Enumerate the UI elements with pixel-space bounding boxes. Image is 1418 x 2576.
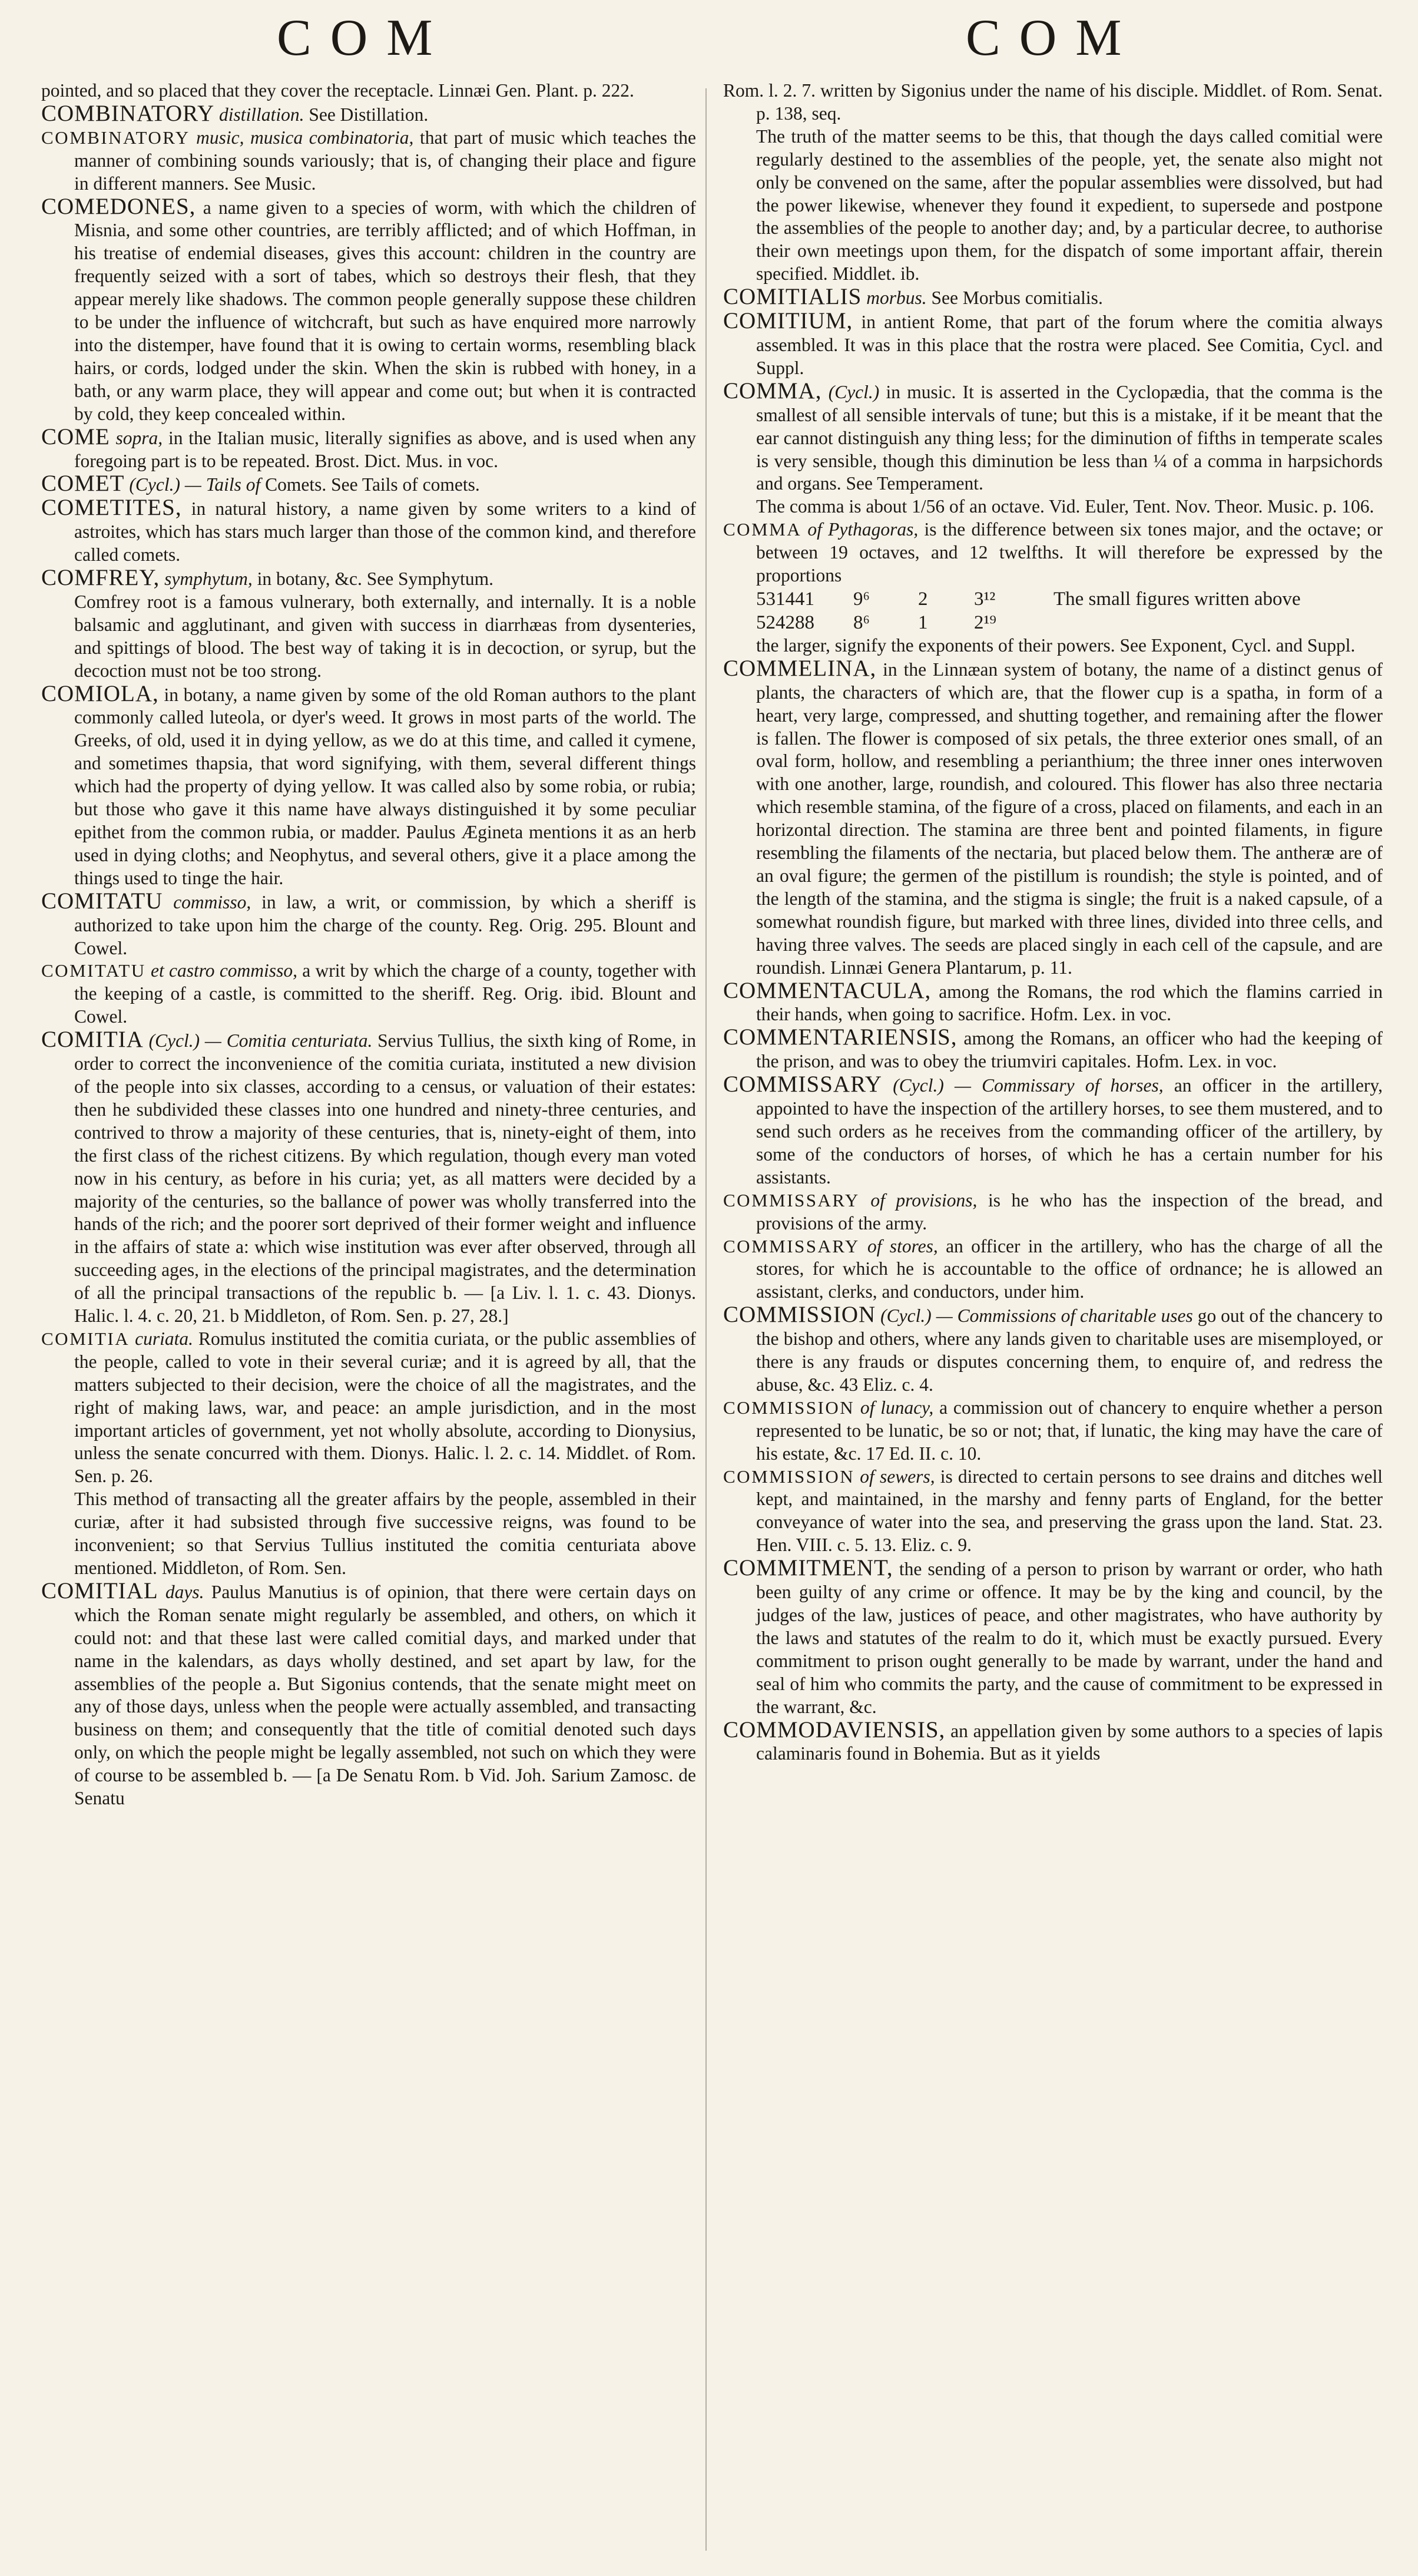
entry-headword: COMMISSION <box>723 1302 876 1328</box>
entry-text: in antient Rome, that part of the forum where the comitia always assembled. It was in this place that the rostra were placed. See Comitia, Cycl. and Suppl. <box>756 312 1383 378</box>
entry-text: See Morbus comitialis. <box>931 287 1103 309</box>
entry-text: among the Romans, the rod which the flamins carried in their hands, when going to sacrifice. Hofm. Lex. in voc. <box>756 981 1383 1025</box>
entry-text: is the difference between six tones major, and the octave; or between 19 octaves, and 12 twelfths. It will therefore be expressed by the proportions <box>756 519 1383 586</box>
entry-text: in botany, a name given by some of the old Roman authors to the plant commonly called luteola, or dyer's weed. It grows in most parts of the world. The Greeks, of old, used it in dying yellow, as we do at this time, and called it cymene, and sometimes thapsia, that word signifying, with them, several different things which had the property of dying yellow. It was called also by some robia, or rubia; but those who gave it this name have always distinguished it by some peculiar epithet from the common rubia, or madder. Paulus Ægineta mentions it as an herb used in dying cloths; and Neophytus, and several others, give it a place among the things used to tinge the hair. <box>74 684 696 888</box>
entry-text: that part of music which teaches the manner of combining sounds variously; that is, of changing their place and figure in different manners. See Music. <box>74 127 696 194</box>
figure-number: 524288 <box>756 611 814 633</box>
dictionary-entry <box>723 310 1383 380</box>
entry-text: a commission out of chancery to enquire whether a person represented to be lunatic, be so or not; that, if lunatic, the king may have the care of his estate, &c. 17 Ed. II. c. 10. <box>756 1397 1383 1464</box>
dictionary-entry <box>41 890 696 960</box>
column-divider <box>705 88 707 2551</box>
entry-text: is he who has the inspection of the bread, and provisions of the army. <box>756 1189 1383 1234</box>
entry-qualifier: of sewers, <box>860 1466 935 1487</box>
entry-qualifier: (Cycl.) <box>828 381 880 402</box>
entry-headword: COMETITES, <box>41 495 182 521</box>
entry-headword: COMITIA <box>41 1328 130 1349</box>
figure-row-top <box>756 587 1383 611</box>
entry-headword: COME <box>41 424 110 449</box>
entry-headword: COMITIALIS <box>723 284 862 310</box>
entry-text: in law, a writ, or commission, by which a sheriff is authorized to take upon him the charge of the county. Reg. Orig. 295. Blount and Cowel. <box>74 891 696 958</box>
dictionary-entry <box>41 102 696 127</box>
entry-headword: COMMENTACULA, <box>723 977 932 1003</box>
entry-paragraph: the larger, signify the exponents of their powers. See Exponent, Cycl. and Suppl. <box>756 634 1356 656</box>
entry-paragraph: Comfrey root is a famous vulnerary, both externally, and internally. It is a noble balsamic and agglutinant, and given with success in diarrhæas from dysenteries, and spittings of blood. The best way of taking it is in decoction, or syrup, but the decoction must not be too strong. <box>74 591 696 681</box>
entry-paragraph: The comma is about 1/56 of an octave. Vid. Euler, Tent. Nov. Theor. Music. p. 106. <box>756 496 1374 517</box>
dictionary-entry <box>41 472 696 497</box>
entry-qualifier: (Cycl.) — Tails of <box>129 474 261 495</box>
dictionary-entry <box>723 1397 1383 1466</box>
entry-qualifier: et castro commisso, <box>150 960 297 981</box>
entry-headword: COMET <box>41 471 125 497</box>
entry-headword: COMITATU <box>41 960 146 981</box>
right-column <box>723 80 1383 2568</box>
dictionary-entry <box>723 1235 1383 1304</box>
dictionary-entry <box>723 1189 1383 1235</box>
dictionary-entry <box>41 680 696 890</box>
dictionary-entry <box>723 1719 1383 1766</box>
figure-number: 1 <box>918 611 928 633</box>
dictionary-entry <box>41 1328 696 1488</box>
entry-qualifier: morbus. <box>866 287 927 309</box>
entry-headword: COMMISSARY <box>723 1189 860 1211</box>
entry-qualifier: music, musica combinatoria, <box>196 127 414 148</box>
entry-headword: COMEDONES, <box>41 193 196 219</box>
dictionary-entry <box>723 977 1383 1027</box>
entry-text: the sending of a person to prison by warrant or order, who hath been guilty of any crime or offence. It may be by the king and council, by the judges of the law, justices of peace, and other magistrates, who have authority by the laws and statutes of the realm to do it, which must be exactly pursued. Every commitment to prison ought generally to be made by warrant, under the hand and seal of him who commits the party, and the cause of commitment to be expressed in the warrant, &c. <box>756 1559 1383 1717</box>
dictionary-entry <box>723 1304 1383 1397</box>
entry-text: a name given to a species of worm, with which the children of Misnia, and some other countries, are terribly afflicted; and of which Hoffman, in his treatise of endemial diseases, gives this account: children in the country are frequently seized with a sort of tabes, which so destroys their flesh, that they appear merely like shadows. The common people generally suppose these children to be under the influence of witchcraft, but such as have enquired more narrowly into the distemper, have found that it is owing to certain worms, resembling black hairs, or cords, lodged under the skin. When the skin is rubbed with honey, in a bath, or any warm place, they will appear and come out; but when it is contracted by cold, they keep concealed within. <box>74 197 696 424</box>
entry-headword: COMBINATORY <box>41 127 190 148</box>
left-column <box>41 80 696 2568</box>
entry-headword: COMMITMENT, <box>723 1555 893 1581</box>
dictionary-entry <box>723 657 1383 980</box>
entry-text: an appellation given by some authors to a species of lapis calaminaris found in Bohemia. But as it yields <box>756 1720 1383 1764</box>
dictionary-entry <box>723 1557 1383 1718</box>
entry-headword: COMMISSION <box>723 1466 855 1487</box>
entry-headword: COMMISSION <box>723 1397 855 1418</box>
entry-headword: COMITIAL <box>41 1578 158 1603</box>
entry-paragraph: The truth of the matter seems to be this, that though the days called comitial were regularly destined to the assemblies of the people, yet, the senate also might not only be convened on the same, after the popular assemblies were dissolved, but had the power likewise, whenever they found it expedient, to supersede and postpone the assemblies of the people to another day; and, by a particular decree, to authorise their own meetings upon them, for the dispatch of some important affair, therein specified. Middlet. ib. <box>756 125 1383 285</box>
dictionary-entry <box>723 518 1383 587</box>
dictionary-entry <box>41 127 696 196</box>
entry-qualifier: (Cycl.) — Commissary of horses, <box>893 1075 1164 1096</box>
entry-text: Comets. See Tails of comets. <box>265 474 480 495</box>
dictionary-entry <box>723 286 1383 310</box>
entry-text: See Distillation. <box>309 104 429 125</box>
entry-text: in music. It is asserted in the Cyclopædia, that the comma is the smallest of all sensible intervals of tune; but this is a mistake, if it be meant that the ear cannot distinguish any thing less; for the diminution of fifths in temperate scales is very sensible, though this diminution be less than ¼ of a comma in harpsichords and organs. See Temperament. <box>756 381 1383 494</box>
entry-qualifier: curiata. <box>135 1328 194 1349</box>
entry-text: among the Romans, an officer who had the keeping of the prison, and was to obey the triumviri capitales. Hofm. Lex. in voc. <box>756 1028 1383 1072</box>
entry-headword: COMMENTARIENSIS, <box>723 1024 958 1050</box>
entry-headword: COMITIA <box>41 1027 144 1053</box>
entry-headword: COMMISSARY <box>723 1235 860 1256</box>
entry-text: a writ by which the charge of a county, together with the keeping of a castle, is committed to the sheriff. Reg. Orig. ibid. Blount and Cowel. <box>74 960 696 1027</box>
entry-text: in the Linnæan system of botany, the name of a distinct genus of plants, the characters of which are, that the flower cup is a spatha, in form of a heart, very large, compressed, and shutting together, and remaining after the flower is fallen. The flower is composed of six petals, the three exterior ones small, of an oval form, hollow, and resembling a perianthium; the three inner ones interwoven with one another, large, roundish, and coloured. This flower has also three nectaria which resemble stamina, of the figure of a cross, placed on filaments, and each in an horizontal direction. The stamina are three bent and pointed filaments, in figure resembling the filaments of the nectaria, but placed below them. The antheræ are of an oval figure; the germen of the pistillum is roundish; the style is pointed, and of the length of the stamina, and the stigma is single; the fruit is a naked capsule, of a somewhat roundish figure, but marked with three lines, divided into three cells, and having three valves. The seeds are placed singly in each cell of the capsule, and are roundish. Linnæi Genera Plantarum, p. 11. <box>756 659 1383 978</box>
entry-headword: COMITATU <box>41 888 163 914</box>
entry-text: go out of the chancery to the bishop and others, where any lands given to charitable uses are misemployed, or there is any frauds or disputes concerning them, to enquire of, and redress the abuse, &c. 43 Eliz. c. 4. <box>756 1305 1383 1395</box>
entry-text: in natural history, a name given by some writers to a kind of astroites, which has stars much larger than those of the common kind, and therefore called comets. <box>74 498 696 566</box>
entry-text: Servius Tullius, the sixth king of Rome, in order to correct the inconvenience of the comitia curiata, instituted a new division of the people into six classes, according to a census, or valuation of their estates: then he subdivided these classes into one hundred and ninety-three centuries, and contrived to throw a majority of these centuries, that is, ninety-eight of them, into the first class of the richest citizens. By which regulation, though every man voted now in his century, as before in his curia; yet, as all matters were decided by a majority of the centuries, so the ballance of power was wholly transferred into the hands of the rich; and the poorer sort deprived of their former weight and influence in the affairs of state a: which wise institution was ever after observed, through all succeeding ages, in the elections of the principal magistrates, and the determination of all the principal transactions of the republic b. — [a Liv. l. 1. c. 43. Dionys. Halic. l. 4. c. 20, 21. b Middleton, of Rom. Sen. p. 27, 28.] <box>74 1030 696 1327</box>
dictionary-entry <box>723 1466 1383 1557</box>
proportion-figure <box>756 587 1383 634</box>
header-left-word: COM <box>277 9 452 67</box>
figure-number: 3¹² <box>974 588 996 610</box>
entry-headword: COMIOLA, <box>41 680 159 706</box>
entry-qualifier: of stores, <box>867 1235 938 1256</box>
entry-paragraph: This method of transacting all the greater affairs by the people, assembled in their curiæ, after it had subsisted through five successive reigns, was found to be inconvenient; so that Servius Tullius instituted the comitia centuriata above mentioned. Middleton, of Rom. Sen. <box>74 1489 696 1578</box>
figure-number: 9⁶ <box>853 588 870 610</box>
entry-qualifier: of Pythagoras, <box>807 519 919 540</box>
figure-number: 2¹⁹ <box>974 611 996 633</box>
dictionary-entry <box>723 1073 1383 1189</box>
entry-text: in the Italian music, literally signifies as above, and is used when any foregoing part is to be repeated. Brost. Dict. Mus. in voc. <box>74 427 696 471</box>
dictionary-entry <box>41 1029 696 1328</box>
entry-text: an officer in the artillery, who has the charge of all the stores, for which he is accountable to the office of ordnance; he is allowed an assistant, clerks, and conductors, under him. <box>756 1235 1383 1302</box>
entry-qualifier: days. <box>165 1581 204 1602</box>
continued-text: pointed, and so placed that they cover the receptacle. Linnæi Gen. Plant. p. 222. <box>41 80 634 101</box>
dictionary-entry <box>41 193 696 426</box>
entry-qualifier: sopra, <box>115 427 163 448</box>
entry-text: an officer in the artillery, appointed to have the inspection of the artillery horses, to see them mustered, and to send such orders as he receives from the commanding officer of the artillery, by some of the conductors of horses, of which he has a certain number for his assistants. <box>756 1075 1383 1188</box>
entry-qualifier: commisso, <box>173 891 251 912</box>
entry-text: Romulus instituted the comitia curiata, or the public assemblies of the people, called to vote in their several curiæ; and it is agreed by all, that the matters subjected to their decision, were the choice of all the magistrates, and the right of making laws, war, and peace: an ample jurisdiction, and in the most important articles of government, yet not wholly absolute, according to Dionysius, unless the senate concurred with them. Dionys. Halic. l. 2. c. 14. Middlet. of Rom. Sen. p. 26. <box>74 1328 696 1487</box>
figure-note: The small figures written above <box>1053 588 1301 610</box>
figure-number: 8⁶ <box>853 611 870 633</box>
entry-qualifier: (Cycl.) — Commissions of charitable uses <box>880 1305 1193 1327</box>
entry-headword: COMMA, <box>723 378 822 404</box>
dictionary-entry <box>41 426 696 473</box>
figure-number: 2 <box>918 588 928 610</box>
entry-headword: COMMODAVIENSIS, <box>723 1717 946 1742</box>
entry-headword: COMBINATORY <box>41 100 215 126</box>
entry-headword: COMFREY, <box>41 565 160 591</box>
entry-text: is directed to certain persons to see drains and ditches well kept, and maintained, in the marshy and fenny parts of England, for the better conveyance of water into the sea, and preserving the grass upon the land. Stat. 23. Hen. VIII. c. 5. 13. Eliz. c. 9. <box>756 1466 1383 1556</box>
running-header <box>0 8 1418 79</box>
dictionary-entry <box>41 1580 696 1810</box>
entry-qualifier: (Cycl.) — Comitia centuriata. <box>148 1030 373 1051</box>
entry-qualifier: symphytum, <box>164 568 253 590</box>
entry-qualifier: of provisions, <box>870 1189 978 1211</box>
entry-qualifier: of lunacy, <box>860 1397 934 1418</box>
dictionary-entry <box>41 497 696 567</box>
figure-number: 531441 <box>756 588 814 610</box>
entry-text: Paulus Manutius is of opinion, that there were certain days on which the Roman senate might regularly be assembled, and others, on which it could not: and that these last were called comitial days, and marked under that name in the kalendars, as days wholly destined, and set apart by law, for the assemblies of the people a. But Sigonius contends, that the senate might meet on any of those days, unless when the people were actually assembled, and transacting business on them; and consequently that the title of comitial denoted such days only, on which the people might be legally assembled, not such on which they were of course to be assembled b. — [a De Senatu Rom. b Vid. Joh. Sarium Zamosc. de Senatu <box>74 1581 696 1809</box>
entry-qualifier: distillation. <box>219 104 304 125</box>
figure-row-bottom <box>756 611 1383 634</box>
header-right-word: COM <box>966 9 1141 67</box>
entry-headword: COMMISSARY <box>723 1072 883 1097</box>
entry-text: in botany, &c. See Symphytum. <box>257 568 493 590</box>
continued-text: Rom. l. 2. 7. written by Sigonius under the name of his disciple. Middlet. of Rom. Senat. p. 138, seq. <box>723 80 1383 124</box>
dictionary-entry <box>41 960 696 1029</box>
entry-headword: COMMELINA, <box>723 655 877 681</box>
dictionary-entry <box>723 1026 1383 1073</box>
dictionary-entry <box>41 567 696 591</box>
entry-headword: COMITIUM, <box>723 308 853 334</box>
dictionary-entry <box>723 380 1383 496</box>
entry-headword: COMMA <box>723 519 802 540</box>
